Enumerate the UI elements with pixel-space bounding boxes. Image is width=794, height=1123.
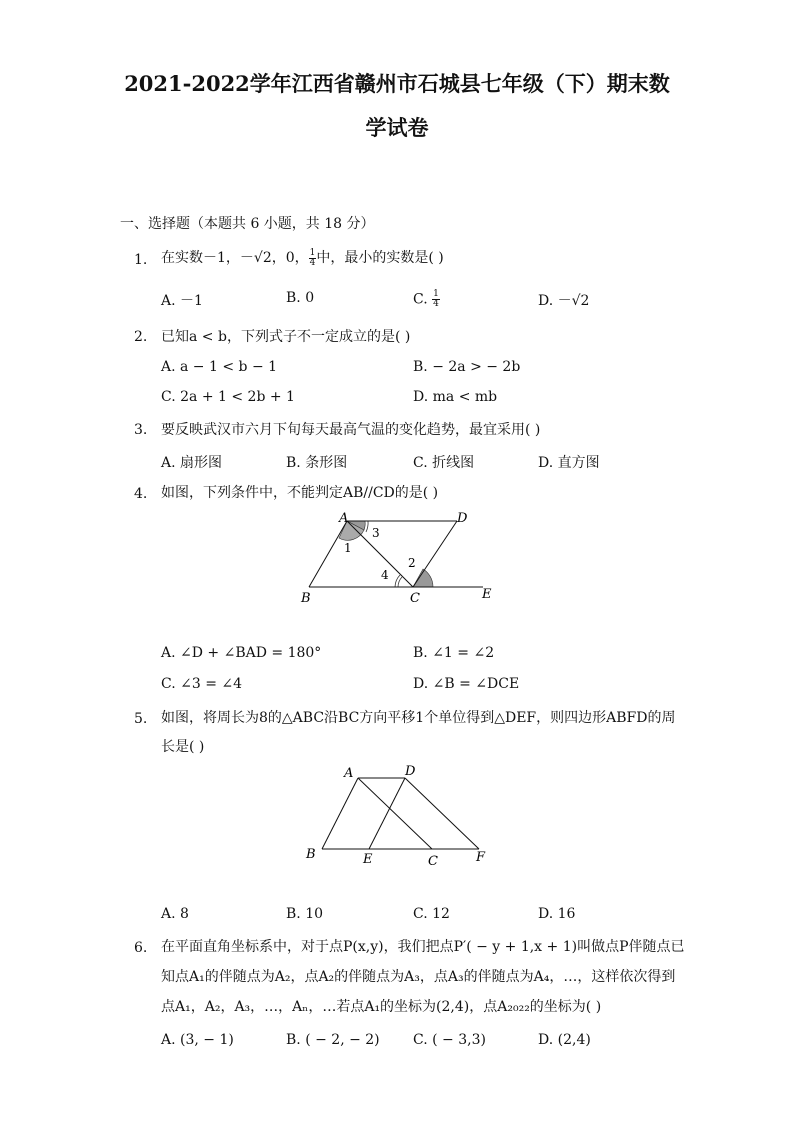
label-f: F	[476, 850, 486, 865]
q1-number: 1.	[134, 252, 148, 268]
angle-a-arc	[366, 521, 368, 532]
label-e: E	[482, 587, 492, 602]
q1-option-c: C. $\frac{1}{4}$	[413, 289, 439, 309]
label-e: E	[363, 852, 373, 867]
q3-option-a: A. 扇形图	[161, 455, 223, 471]
q3-number: 3.	[134, 422, 148, 438]
q4-option-a: A. ∠D + ∠BAD = 180°	[161, 645, 322, 661]
q1-option-d: D. －√2	[538, 293, 590, 309]
segment-ab	[309, 521, 347, 587]
q4-figure	[295, 505, 505, 605]
doc-title-line2: 学试卷	[365, 115, 429, 140]
label-angle-4: 4	[381, 568, 389, 582]
q5-option-d: D. 16	[538, 906, 576, 922]
q6-option-b: B. ( − 2, − 2)	[286, 1032, 380, 1048]
q5-option-a: A. 8	[161, 906, 189, 922]
label-angle-3: 3	[372, 526, 380, 540]
q5-stem-line1: 如图，将周长为8的△ABC沿BC方向平移1个单位得到△DEF，则四边形ABFD的周	[161, 710, 676, 726]
q5-figure	[300, 760, 500, 870]
segment-ac	[358, 778, 432, 849]
doc-title-line1: 2021-2022学年江西省赣州市石城县七年级（下）期末数	[124, 71, 670, 96]
q1-stem-b: 中，最小的实数是( )	[316, 250, 444, 266]
label-a: A	[339, 511, 349, 526]
q5-stem-line2: 长是( )	[161, 739, 205, 755]
q1-option-b: B. 0	[286, 290, 315, 306]
label-c: C	[428, 854, 438, 869]
q3-option-c: C. 折线图	[413, 455, 475, 471]
label-angle-1: 1	[344, 541, 352, 555]
segment-df	[405, 778, 479, 849]
q3-option-b: B. 条形图	[286, 455, 348, 471]
q5-option-b: B. 10	[286, 906, 324, 922]
label-d: D	[405, 764, 416, 779]
q1-stem-a: 在实数－1，－√2，0，	[161, 250, 309, 266]
q1-option-a: A. －1	[161, 293, 203, 309]
label-b: B	[301, 591, 311, 605]
section-heading: 一、选择题（本题共 6 小题，共 18 分）	[120, 216, 375, 232]
q6-option-d: D. (2,4)	[538, 1032, 591, 1048]
q6-stem-line1: 在平面直角坐标系中，对于点P(x,y)，我们把点P′( − y + 1,x + 1)叫做点P伴随点已	[161, 939, 685, 955]
q2-option-a: A. a − 1 < b − 1	[161, 359, 278, 375]
q2-number: 2.	[134, 329, 148, 345]
q4-option-d: D. ∠B = ∠DCE	[413, 676, 520, 692]
q2-option-c: C. 2a + 1 < 2b + 1	[161, 389, 295, 405]
q1-stem	[161, 248, 444, 268]
segment-dc	[413, 521, 457, 587]
segment-ab	[322, 778, 358, 849]
q4-option-b: B. ∠1 = ∠2	[413, 645, 495, 661]
q5-option-c: C. 12	[413, 906, 450, 922]
segment-de	[369, 778, 405, 849]
label-a: A	[344, 766, 354, 781]
q6-option-a: A. (3, − 1)	[161, 1032, 234, 1048]
angle-4-arc	[398, 577, 402, 587]
q6-stem-line2: 知点A₁的伴随点为A₂，点A₂的伴随点为A₃，点A₃的伴随点为A₄，…，这样依次得到	[161, 969, 676, 985]
q2-option-d: D. ma < mb	[413, 389, 498, 405]
q6-number: 6.	[134, 940, 148, 956]
q3-stem: 要反映武汉市六月下旬每天最高气温的变化趋势，最宜采用( )	[161, 422, 541, 438]
label-b: B	[306, 847, 316, 862]
q2-stem: 已知a < b，下列式子不一定成立的是( )	[161, 329, 411, 345]
segment-ac	[347, 521, 413, 587]
q3-option-d: D. 直方图	[538, 455, 600, 471]
q5-number: 5.	[134, 711, 148, 727]
label-c: C	[410, 591, 420, 605]
q1-stem-fraction: $\frac{1}{4}$	[309, 247, 316, 268]
q4-option-c: C. ∠3 = ∠4	[161, 676, 243, 692]
label-angle-2: 2	[408, 556, 416, 570]
q2-option-b: B. − 2a > − 2b	[413, 359, 521, 375]
q4-stem: 如图，下列条件中，不能判定AB//CD的是( )	[161, 485, 439, 501]
label-d: D	[457, 511, 468, 526]
q4-number: 4.	[134, 486, 148, 502]
q6-option-c: C. ( − 3,3)	[413, 1032, 486, 1048]
q6-stem-line3: 点A₁，A₂，A₃，…，Aₙ，…若点A₁的坐标为(2,4)，点A₂₀₂₂的坐标为( )	[161, 999, 602, 1015]
